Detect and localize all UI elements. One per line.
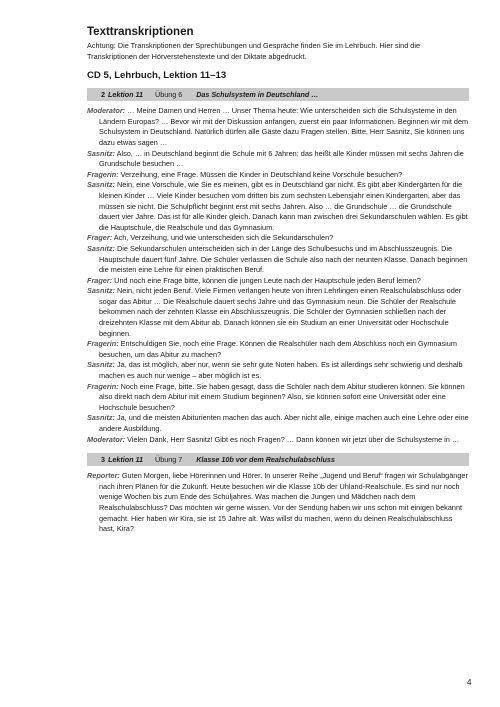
turn-text: Die Sekundarschulen unterscheiden sich in der Länge des Schulbesuchs und im Abschlusszeugnis. Die Hauptschule dauert fünf Jahre. Die Schüler verlassen die Schule also nach der neunten Klasse. Danach beginnen die meisten eine Lehre für einen praktischen Beruf. — [99, 243, 468, 275]
page-number: 4 — [467, 678, 472, 687]
dialogue-turn — [87, 413, 469, 434]
turn-text: Verzeihung, eine Frage. Müssen die Kinder in Deutschland keine Vorschule besuchen? — [120, 169, 403, 179]
dialogue-turn — [87, 360, 469, 381]
dialogue-2 — [87, 471, 469, 535]
speaker-label: Fragerin: — [87, 169, 119, 179]
page-title: Texttranskriptionen — [87, 26, 194, 38]
exercise-label: Übung 7 — [155, 455, 183, 465]
track-number: 2 — [101, 90, 105, 100]
speaker-label: Frager: — [87, 275, 113, 285]
dialogue-turn — [87, 339, 469, 360]
lesson-label: Lektion 11 — [108, 455, 144, 465]
section-bar-2 — [87, 453, 469, 466]
dialogue-1 — [87, 106, 469, 445]
track-number: 3 — [101, 455, 105, 465]
turn-text: Noch eine Frage, bitte. Sie haben gesagt, dass die Schüler nach dem Abitur studieren können. Sie können also direkt nach dem Abitur mit einem Studium beginnen? Also, sie können sofort eine Universität oder eine Hochschule besuchen? — [99, 381, 465, 412]
speaker-label: Sasnitz: — [87, 360, 115, 370]
speaker-label: Sasnitz: — [87, 413, 115, 423]
dialogue-turn — [87, 106, 469, 148]
dialogue-turn — [87, 382, 469, 414]
section-bar-1 — [87, 88, 469, 101]
section-topic: Klasse 10b vor dem Realschulabschluss — [196, 455, 335, 465]
speaker-label: Moderator: — [87, 434, 126, 444]
lesson-label: Lektion 11 — [108, 90, 144, 100]
dialogue-turn — [87, 276, 469, 287]
turn-text: Ja, das ist möglich, aber nur, wenn sie sehr gute Noten haben. Es ist allerdings sehr schwierig und deshalb machen es auch nur wenige – aber möglich ist es. — [99, 360, 463, 381]
transcript-page — [87, 26, 469, 535]
speaker-label: Sasnitz: — [87, 286, 115, 296]
section-topic: Das Schulsystem in Deutschland … — [196, 90, 319, 100]
turn-text: Also, … in Deutschland beginnt die Schule mit 6 Jahren; das heißt alle Kinder müssen mit sechs Jahren die Grundschule besuchen … — [99, 148, 464, 169]
turn-text: Ach, Verzeihung, und wie unterscheiden sich die Sekundarschulen? — [113, 233, 334, 243]
turn-text: Vielen Dank, Herr Sasnitz! Gibt es noch Fragen? … Dann können wir jetzt über die Schulsysteme in … — [127, 434, 460, 444]
dialogue-turn — [87, 170, 469, 181]
turn-text: … Meine Damen und Herren … Unser Thema heute: Wie unterscheiden sich die Schulsysteme in den Ländern Europas? … Bevor wir mit der Diskussion anfangen, zuerst ein paar Informationen. Beginnen wir mit dem Schulsystem in Deutschland. Natürlich dürfen alle Gäste dazu Fragen stellen. Bitte, Herr Sasnitz, Sie können uns dazu etwas sagen … — [99, 106, 469, 147]
dialogue-turn — [87, 286, 469, 339]
dialogue-turn — [87, 233, 469, 244]
turn-text: Ja, und die meisten Abiturienten machen das auch. Aber nicht alle, einige machen auch eine Lehre oder eine andere Ausbildung. — [99, 413, 469, 433]
speaker-label: Sasnitz: — [87, 243, 115, 253]
dialogue-turn — [87, 149, 469, 170]
cd-heading: CD 5, Lehrbuch, Lektion 11–13 — [87, 70, 227, 82]
speaker-label: Sasnitz: — [87, 148, 115, 158]
dialogue-turn — [87, 471, 469, 535]
exercise-label: Übung 6 — [155, 90, 183, 100]
speaker-label: Sasnitz: — [87, 180, 115, 190]
turn-text: Nein, nicht jeden Beruf. Viele Firmen verlangen heute von ihren Lehrlingen einen Realschulabschluss oder sogar das Abitur … Die Realschule dauert sechs Jahre und das Gymnasium neun. Die Schüler der Realschule bekommen nach der zehnten Klasse ein Abschlusszeugnis. Die Schüler der Gymnasien schließen nach der dreizehnten Klasse mit dem Abitur ab. Danach können sie ein Studium an einer Universität oder Hochschule beginnen. — [99, 286, 462, 338]
turn-text: Guten Morgen, liebe Hörerinnen und Hörer. In unserer Reihe „Jugend und Beruf“ fragen wir Schulabgänger nach ihren Plänen für die Zukunft. Heute besuchen wir die Klasse 10b der Uhland-Realschule. Es sind nur noch wenige Wochen bis zum Ende des Schuljahres. Was machen die Jungen und Mädchen nach dem Realschulabschluss? Das möchten wir gerne wissen. Vor der Sendung haben wir uns schon mit einigen bekannt gemacht. Hier haben wir Kira, sie ist 15 Jahre alt. Was willst du machen, wenn du deinen Realschulabschluss hast, Kira? — [99, 471, 468, 534]
speaker-label: Moderator: — [87, 106, 126, 116]
speaker-label: Frager: — [87, 233, 113, 243]
intro-note: Achtung: Die Transkriptionen der Sprechübungen und Gespräche finden Sie im Lehrbuch. Hier sind die Transkriptionen der Hörverstehenstexte und der Diktate abgedruckt. — [87, 41, 421, 61]
dialogue-turn — [87, 180, 469, 233]
dialogue-turn — [87, 435, 469, 446]
speaker-label: Fragerin: — [87, 339, 119, 349]
speaker-label: Reporter: — [87, 471, 120, 481]
speaker-label: Fragerin: — [87, 381, 119, 391]
turn-text: Und noch eine Frage bitte, können die jungen Leute nach der Hauptschule jeden Beruf lernen? — [114, 275, 421, 285]
dialogue-turn — [87, 244, 469, 276]
turn-text: Entschuldigen Sie, noch eine Frage. Können die Realschüler nach dem Abschluss noch ein Gymnasium besuchen, um das Abitur zu machen? — [99, 339, 457, 359]
turn-text: Nein, eine Vorschule, wie Sie es meinen, gibt es in Deutschland gar nicht. Es gibt aber Kindergärten für die kleinen Kinder … Viele Kinder besuchen vom dritten bis zum sechsten Lebensjahr einen Kindergarten, aber das müssen sie nicht. Die Schulpflicht beginnt erst mit sechs Jahren. Also … die Grundschule … die Grundschule dauert vier Jahre. Das ist für alle Kinder gleich. Danach kann man zwischen drei Sekundarschulen wählen. Es gibt die Hauptschule, die Realschule und das Gymnasium. — [99, 180, 468, 232]
